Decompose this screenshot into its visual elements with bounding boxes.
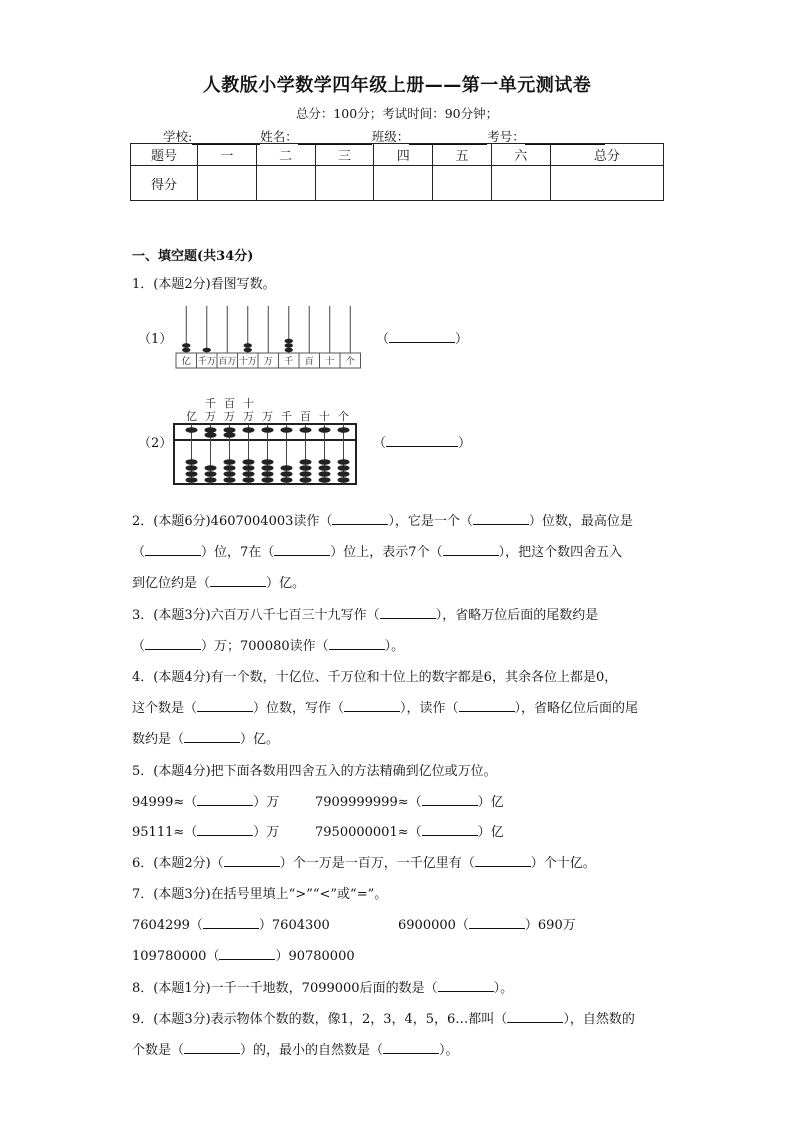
abacus-2-bead [338, 477, 350, 483]
blank[interactable] [344, 701, 400, 712]
abacus-2-bead [281, 465, 293, 471]
abacus-2-bead [300, 459, 312, 465]
abacus-2-bead [186, 471, 198, 477]
question-2-line-1 [132, 510, 633, 529]
blank[interactable] [145, 639, 201, 650]
blank[interactable] [473, 514, 529, 525]
text: （ [132, 545, 146, 560]
rparen: ） [458, 436, 472, 451]
abacus-2-bead [319, 465, 331, 471]
abacus-2-bead [186, 477, 198, 483]
score-table [130, 143, 664, 201]
q7-item-b [398, 914, 576, 933]
abacus-1-place-label: 十万 [238, 357, 257, 367]
question-2-line-3 [132, 572, 305, 591]
blank[interactable] [274, 545, 330, 556]
blank[interactable] [383, 1043, 439, 1054]
text: ）位上，表示7个（ [330, 545, 443, 560]
text: ）的，最小的自然数是（ [240, 1043, 384, 1058]
abacus-2-bead [300, 477, 312, 483]
score-header-cell: 二 [256, 144, 315, 166]
question-4-line-1: 4．(本题4分)有一个数，十亿位、千万位和十位上的数字都是6，其余各位上都是0， [132, 670, 618, 685]
abacus-2-bead [262, 477, 274, 483]
question-3-line-2 [132, 635, 404, 654]
abacus-1-bead [244, 343, 252, 348]
name-label: 姓名： [260, 129, 298, 144]
abacus-2-bead [262, 465, 274, 471]
question-6 [132, 852, 596, 871]
abacus-2-bead [186, 459, 198, 465]
abacus-2-bead [338, 471, 350, 477]
abacus-2-bead [300, 427, 312, 433]
text: ），它是一个（ [388, 514, 473, 529]
question-9-line-2 [132, 1039, 459, 1058]
abacus-2-bead [186, 427, 198, 433]
abacus-2-bead [205, 432, 217, 438]
abacus-2-bead [224, 432, 236, 438]
abacus-2-top-label: 千 [205, 397, 216, 410]
abacus-2-bead [205, 471, 217, 477]
exam-subtitle: 总分：100分；考试时间：90分钟； [295, 106, 499, 121]
q5-item-d [315, 821, 504, 840]
abacus-2-top-label: 百 [224, 397, 235, 410]
abacus-1 [174, 304, 368, 370]
school-label: 学校: [163, 129, 193, 144]
abacus-2-place-label: 万 [205, 410, 216, 423]
abacus-1-bead [285, 343, 293, 348]
text: （ [132, 639, 146, 654]
abacus-2-bead [262, 427, 274, 433]
abacus-1-place-label: 万 [263, 357, 273, 367]
abacus-2-place-label: 万 [243, 410, 254, 423]
question-7: 7．(本题3分)在括号里填上“>”“<”或“=”。 [132, 887, 388, 902]
text: ）。 [439, 1043, 459, 1058]
question-4-line-2 [132, 697, 638, 716]
abacus-2-bead [243, 459, 255, 465]
text: ）。 [384, 639, 405, 654]
score-row-label: 得分 [131, 166, 198, 201]
text: 8．(本题1分)一千一千地数，7099000后面的数是（ [132, 981, 438, 996]
score-cell[interactable] [198, 166, 257, 201]
text: ）90780000 [275, 949, 355, 964]
score-cell[interactable] [256, 166, 315, 201]
abacus-2-bead [243, 477, 255, 483]
blank[interactable] [224, 856, 280, 867]
text: 到亿位约是（ [132, 576, 211, 591]
text: ）万；700080读作（ [201, 639, 329, 654]
blank[interactable] [422, 795, 478, 806]
score-cell[interactable] [433, 166, 492, 201]
text: ）。 [493, 981, 514, 996]
text: 7909999999≈（ [315, 795, 422, 810]
score-header-cell: 三 [315, 144, 374, 166]
question-1: 1．(本题2分)看图写数。 [132, 277, 276, 292]
question-9-line-1 [132, 1008, 635, 1027]
abacus-1-bead [285, 339, 293, 344]
abacus-1-place-label: 千万 [197, 357, 216, 367]
blank[interactable] [184, 1043, 240, 1054]
abacus-2-place-label: 万 [262, 410, 273, 423]
abacus-2 [172, 394, 362, 488]
abacus-2-bead [319, 427, 331, 433]
text: ）位数，写作（ [253, 701, 345, 716]
text: 94999≈（ [132, 795, 198, 810]
text: ）万 [253, 825, 280, 840]
abacus-2-bead [224, 459, 236, 465]
text: 6．(本题2分)（ [132, 856, 224, 871]
abacus-2-bead [186, 465, 198, 471]
text: ）万 [253, 795, 280, 810]
abacus-2-place-label: 亿 [186, 410, 197, 423]
abacus-2-bead [205, 477, 217, 483]
text: 3．(本题3分)六百万八千七百三十九写作（ [132, 608, 380, 623]
q1-part1-label: （1） [138, 332, 173, 347]
text: 7604299（ [132, 918, 203, 933]
q5-item-c [132, 821, 279, 840]
score-header-cell: 题号 [131, 144, 198, 166]
text: ），省略万位后面的尾数约是 [435, 608, 599, 623]
score-header-cell: 四 [374, 144, 433, 166]
abacus-2-bead [224, 477, 236, 483]
question-4-line-3 [132, 728, 279, 747]
text: ）位数，最高位是 [528, 514, 633, 529]
abacus-1-bead [182, 348, 190, 353]
blank[interactable] [438, 981, 494, 992]
abacus-2-bead [224, 465, 236, 471]
text: ）亿 [477, 825, 504, 840]
abacus-1-bead [182, 343, 190, 348]
abacus-2-bead [281, 471, 293, 477]
score-cell[interactable] [315, 166, 374, 201]
blank[interactable] [210, 576, 266, 587]
abacus-1-bead [244, 348, 252, 353]
abacus-2-bead [300, 465, 312, 471]
score-table-row [131, 166, 664, 201]
abacus-2-bead [338, 459, 350, 465]
text: 2．(本题6分)4607004003读作（ [132, 514, 333, 529]
q1-answer-2 [373, 432, 471, 451]
page-title: 人教版小学数学四年级上册——第一单元测试卷 [202, 75, 592, 96]
rparen: ） [455, 332, 469, 347]
score-cell[interactable] [491, 166, 550, 201]
text: ）7604300 [258, 918, 330, 933]
lparen: （ [373, 436, 387, 451]
text: ），省略亿位后面的尾 [514, 701, 639, 716]
abacus-2-bead [338, 465, 350, 471]
abacus-2-bead [338, 427, 350, 433]
abacus-1-bead [203, 348, 211, 353]
abacus-1-place-label: 亿 [181, 357, 191, 367]
score-cell[interactable] [374, 166, 433, 201]
exam-no-label: 考号： [487, 129, 525, 144]
abacus-2-place-label: 个 [338, 410, 349, 423]
q1-part2-label: （2） [138, 436, 173, 451]
abacus-1-place-label: 百 [304, 357, 314, 367]
section-title: 一、填空题(共34分) [132, 249, 254, 264]
q1-blank-1[interactable] [389, 332, 455, 343]
text: 个数是（ [132, 1043, 185, 1058]
blank[interactable] [459, 701, 515, 712]
abacus-1-place-label: 千 [284, 357, 294, 367]
abacus-1-place-label: 百万 [218, 357, 237, 367]
lparen: （ [376, 332, 390, 347]
text: ）亿。 [266, 576, 306, 591]
q5-item-a [132, 791, 279, 810]
score-header-cell: 六 [491, 144, 550, 166]
blank[interactable] [329, 639, 385, 650]
abacus-2-bead [205, 465, 217, 471]
blank[interactable] [422, 825, 478, 836]
score-header-cell: 一 [198, 144, 257, 166]
abacus-2-bead [281, 477, 293, 483]
abacus-2-bead [205, 427, 217, 433]
abacus-1-place-label: 十 [325, 357, 335, 367]
text: 109780000（ [132, 949, 220, 964]
score-header-cell: 五 [433, 144, 492, 166]
score-cell[interactable] [550, 166, 663, 201]
text: 6900000（ [398, 918, 469, 933]
blank[interactable] [507, 1012, 563, 1023]
question-8 [132, 977, 513, 996]
text: ）个一万是一百万，一千亿里有（ [279, 856, 475, 871]
text: 95111≈（ [132, 825, 198, 840]
question-5: 5．(本题4分)把下面各数用四舍五入的方法精确到亿位或万位。 [132, 764, 497, 779]
blank[interactable] [197, 701, 253, 712]
q1-blank-2[interactable] [386, 436, 458, 447]
text: ）690万 [524, 918, 576, 933]
blank[interactable] [380, 608, 436, 619]
text: ）亿。 [240, 732, 280, 747]
abacus-2-bead [243, 427, 255, 433]
blank[interactable] [145, 545, 201, 556]
blank[interactable] [203, 918, 259, 929]
text: ），读作（ [400, 701, 459, 716]
abacus-1-place-label: 个 [345, 357, 355, 367]
question-3-line-1 [132, 604, 598, 623]
text: 数约是（ [132, 732, 185, 747]
score-table-header-row [131, 144, 664, 166]
text: 7950000001≈（ [315, 825, 422, 840]
text: ）个十亿。 [530, 856, 596, 871]
text: ），把这个数四舍五入 [498, 545, 623, 560]
blank[interactable] [184, 732, 240, 743]
text: ），自然数的 [563, 1012, 635, 1027]
blank[interactable] [219, 949, 275, 960]
q7-item-c [132, 945, 355, 964]
abacus-2-place-label: 万 [224, 410, 235, 423]
text: ）位，7在（ [201, 545, 275, 560]
score-header-cell: 总分 [550, 144, 663, 166]
question-2-line-2 [132, 541, 622, 560]
abacus-2-bead [262, 471, 274, 477]
class-label: 班级： [371, 129, 410, 144]
abacus-2-bead [224, 471, 236, 477]
abacus-2-place-label: 千 [281, 410, 292, 423]
q1-answer-1 [376, 328, 468, 347]
blank[interactable] [197, 825, 253, 836]
abacus-2-bead [243, 465, 255, 471]
abacus-2-top-label: 十 [243, 397, 254, 410]
abacus-2-place-label: 十 [319, 410, 330, 423]
abacus-2-bead [319, 471, 331, 477]
blank[interactable] [475, 856, 531, 867]
text: 这个数是（ [132, 701, 198, 716]
abacus-2-bead [243, 471, 255, 477]
text: 9．(本题3分)表示物体个数的数，像1，2，3，4，5，6…都叫（ [132, 1012, 508, 1027]
text: ）亿 [477, 795, 504, 810]
blank[interactable] [469, 918, 525, 929]
q7-item-a [132, 914, 330, 933]
abacus-2-bead [224, 427, 236, 433]
abacus-2-bead [262, 459, 274, 465]
abacus-2-bead [319, 477, 331, 483]
abacus-2-bead [281, 427, 293, 433]
abacus-2-bead [319, 459, 331, 465]
blank[interactable] [197, 795, 253, 806]
blank[interactable] [443, 545, 499, 556]
abacus-2-place-label: 百 [300, 410, 311, 423]
abacus-1-bead [285, 348, 293, 353]
q5-item-b [315, 791, 504, 810]
blank[interactable] [332, 514, 388, 525]
abacus-2-bead [300, 471, 312, 477]
